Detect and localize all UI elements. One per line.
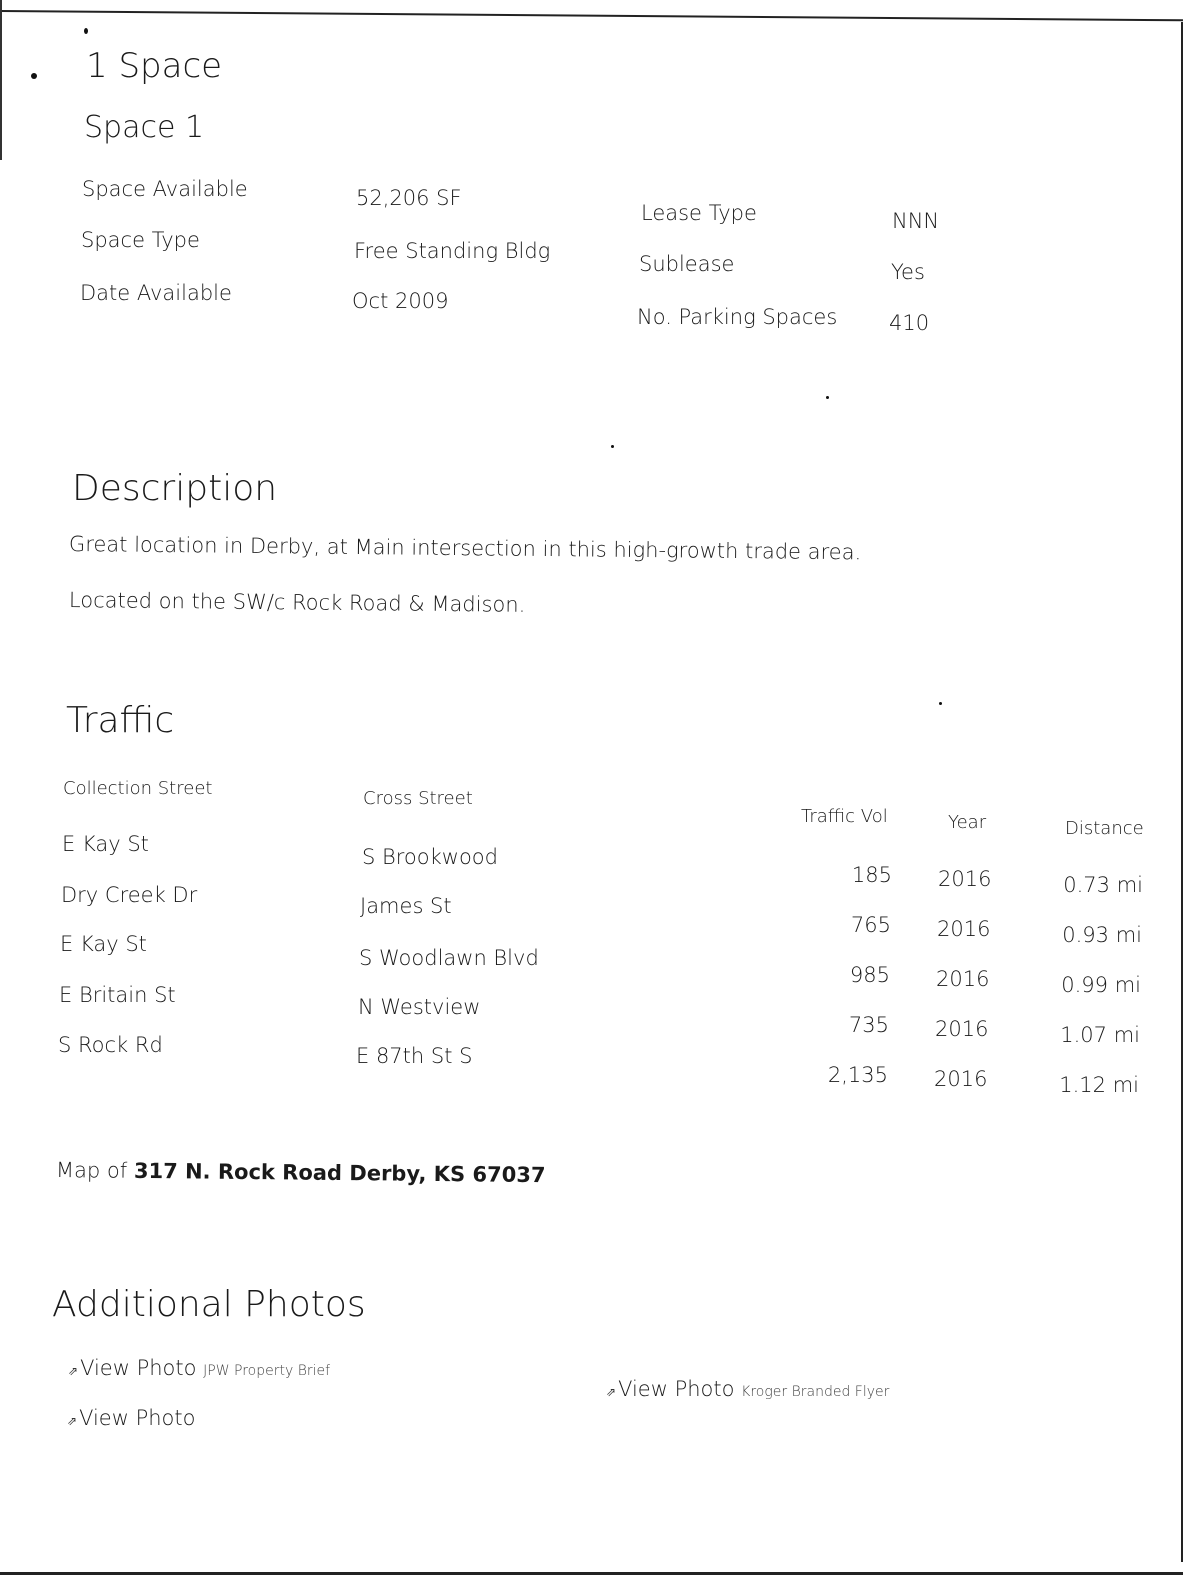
col-header-year: Year [948, 812, 987, 833]
description-line-2: Located on the SW/c Rock Road & Madison. [68, 588, 526, 617]
parking-spaces-label: No. Parking Spaces [637, 305, 838, 329]
photo-link-3[interactable] [606, 1377, 889, 1401]
scan-speck [611, 445, 614, 448]
lease-type-label: Lease Type [641, 201, 757, 225]
scan-speck [939, 702, 942, 705]
scan-speck [84, 28, 88, 34]
map-link[interactable] [56, 1158, 546, 1187]
row-1-traffic-vol: 185 [851, 863, 892, 887]
photo-icon: ⇗ [606, 1385, 617, 1399]
row-1-distance: 0.73 mi [1063, 873, 1143, 897]
row-3-distance: 0.99 mi [1061, 973, 1141, 997]
traffic-heading: Traffic [66, 700, 175, 741]
row-5-cross-street: E 87th St S [356, 1044, 473, 1068]
row-4-cross-street: N Westview [358, 995, 481, 1019]
scan-speck [826, 396, 829, 399]
row-1-year: 2016 [938, 867, 992, 891]
scan-border-bottom [0, 1572, 1183, 1575]
row-3-traffic-vol: 985 [849, 963, 890, 987]
space-count-title: 1 Space [86, 46, 223, 86]
space-type-label: Space Type [81, 228, 200, 252]
photo-link-2[interactable] [67, 1406, 195, 1430]
scan-border-right [1181, 22, 1183, 1562]
photo-link-1[interactable] [68, 1356, 330, 1380]
row-4-traffic-vol: 735 [848, 1013, 889, 1037]
map-address: 317 N. Rock Road Derby, KS 67037 [133, 1158, 546, 1188]
row-3-year: 2016 [936, 967, 990, 991]
scan-border-top [0, 10, 1183, 21]
row-5-year: 2016 [934, 1067, 988, 1091]
parking-spaces-value: 410 [889, 311, 930, 335]
row-3-cross-street: S Woodlawn Blvd [359, 946, 539, 970]
col-header-cross-street: Cross Street [363, 788, 473, 809]
space-type-value: Free Standing Bldg [354, 239, 551, 263]
col-header-traffic-vol: Traffic Vol [801, 806, 888, 827]
row-4-distance: 1.07 mi [1060, 1023, 1140, 1047]
row-2-year: 2016 [937, 917, 991, 941]
row-2-cross-street: James St [360, 894, 452, 918]
row-5-distance: 1.12 mi [1059, 1073, 1139, 1097]
space-available-label: Space Available [82, 177, 248, 201]
row-2-collection-street: Dry Creek Dr [61, 883, 198, 907]
col-header-distance: Distance [1065, 818, 1144, 839]
photo-link-1-label: View Photo [80, 1356, 197, 1380]
description-line-1: Great location in Derby, at Main intersection in this high-growth trade area. [68, 532, 862, 565]
row-1-cross-street: S Brookwood [362, 845, 498, 869]
row-5-collection-street: S Rock Rd [58, 1033, 163, 1057]
photo-link-2-label: View Photo [79, 1406, 196, 1430]
sublease-label: Sublease [639, 252, 735, 276]
photo-link-3-caption: Kroger Branded Flyer [741, 1384, 890, 1400]
row-1-collection-street: E Kay St [62, 832, 149, 856]
photo-link-3-label: View Photo [618, 1377, 735, 1401]
col-header-collection-street: Collection Street [63, 778, 213, 799]
additional-photos-heading: Additional Photos [52, 1284, 366, 1325]
photo-link-1-caption: JPW Property Brief [203, 1363, 331, 1379]
photo-icon: ⇗ [68, 1364, 79, 1378]
row-5-traffic-vol: 2,135 [827, 1063, 888, 1087]
space-available-value: 52,206 SF [356, 186, 462, 210]
date-available-label: Date Available [80, 281, 232, 305]
date-available-value: Oct 2009 [352, 289, 449, 313]
row-2-traffic-vol: 765 [850, 913, 891, 937]
map-prefix: Map of [55, 1158, 128, 1183]
scan-border-left [0, 0, 2, 160]
row-4-year: 2016 [935, 1017, 989, 1041]
row-2-distance: 0.93 mi [1062, 923, 1142, 947]
scan-speck [31, 73, 37, 79]
description-heading: Description [72, 468, 278, 509]
sublease-value: Yes [891, 260, 925, 284]
space-title: Space 1 [84, 110, 205, 145]
lease-type-value: NNN [892, 209, 940, 233]
photo-icon: ⇗ [67, 1414, 78, 1428]
row-3-collection-street: E Kay St [60, 932, 147, 956]
row-4-collection-street: E Britain St [59, 983, 176, 1007]
